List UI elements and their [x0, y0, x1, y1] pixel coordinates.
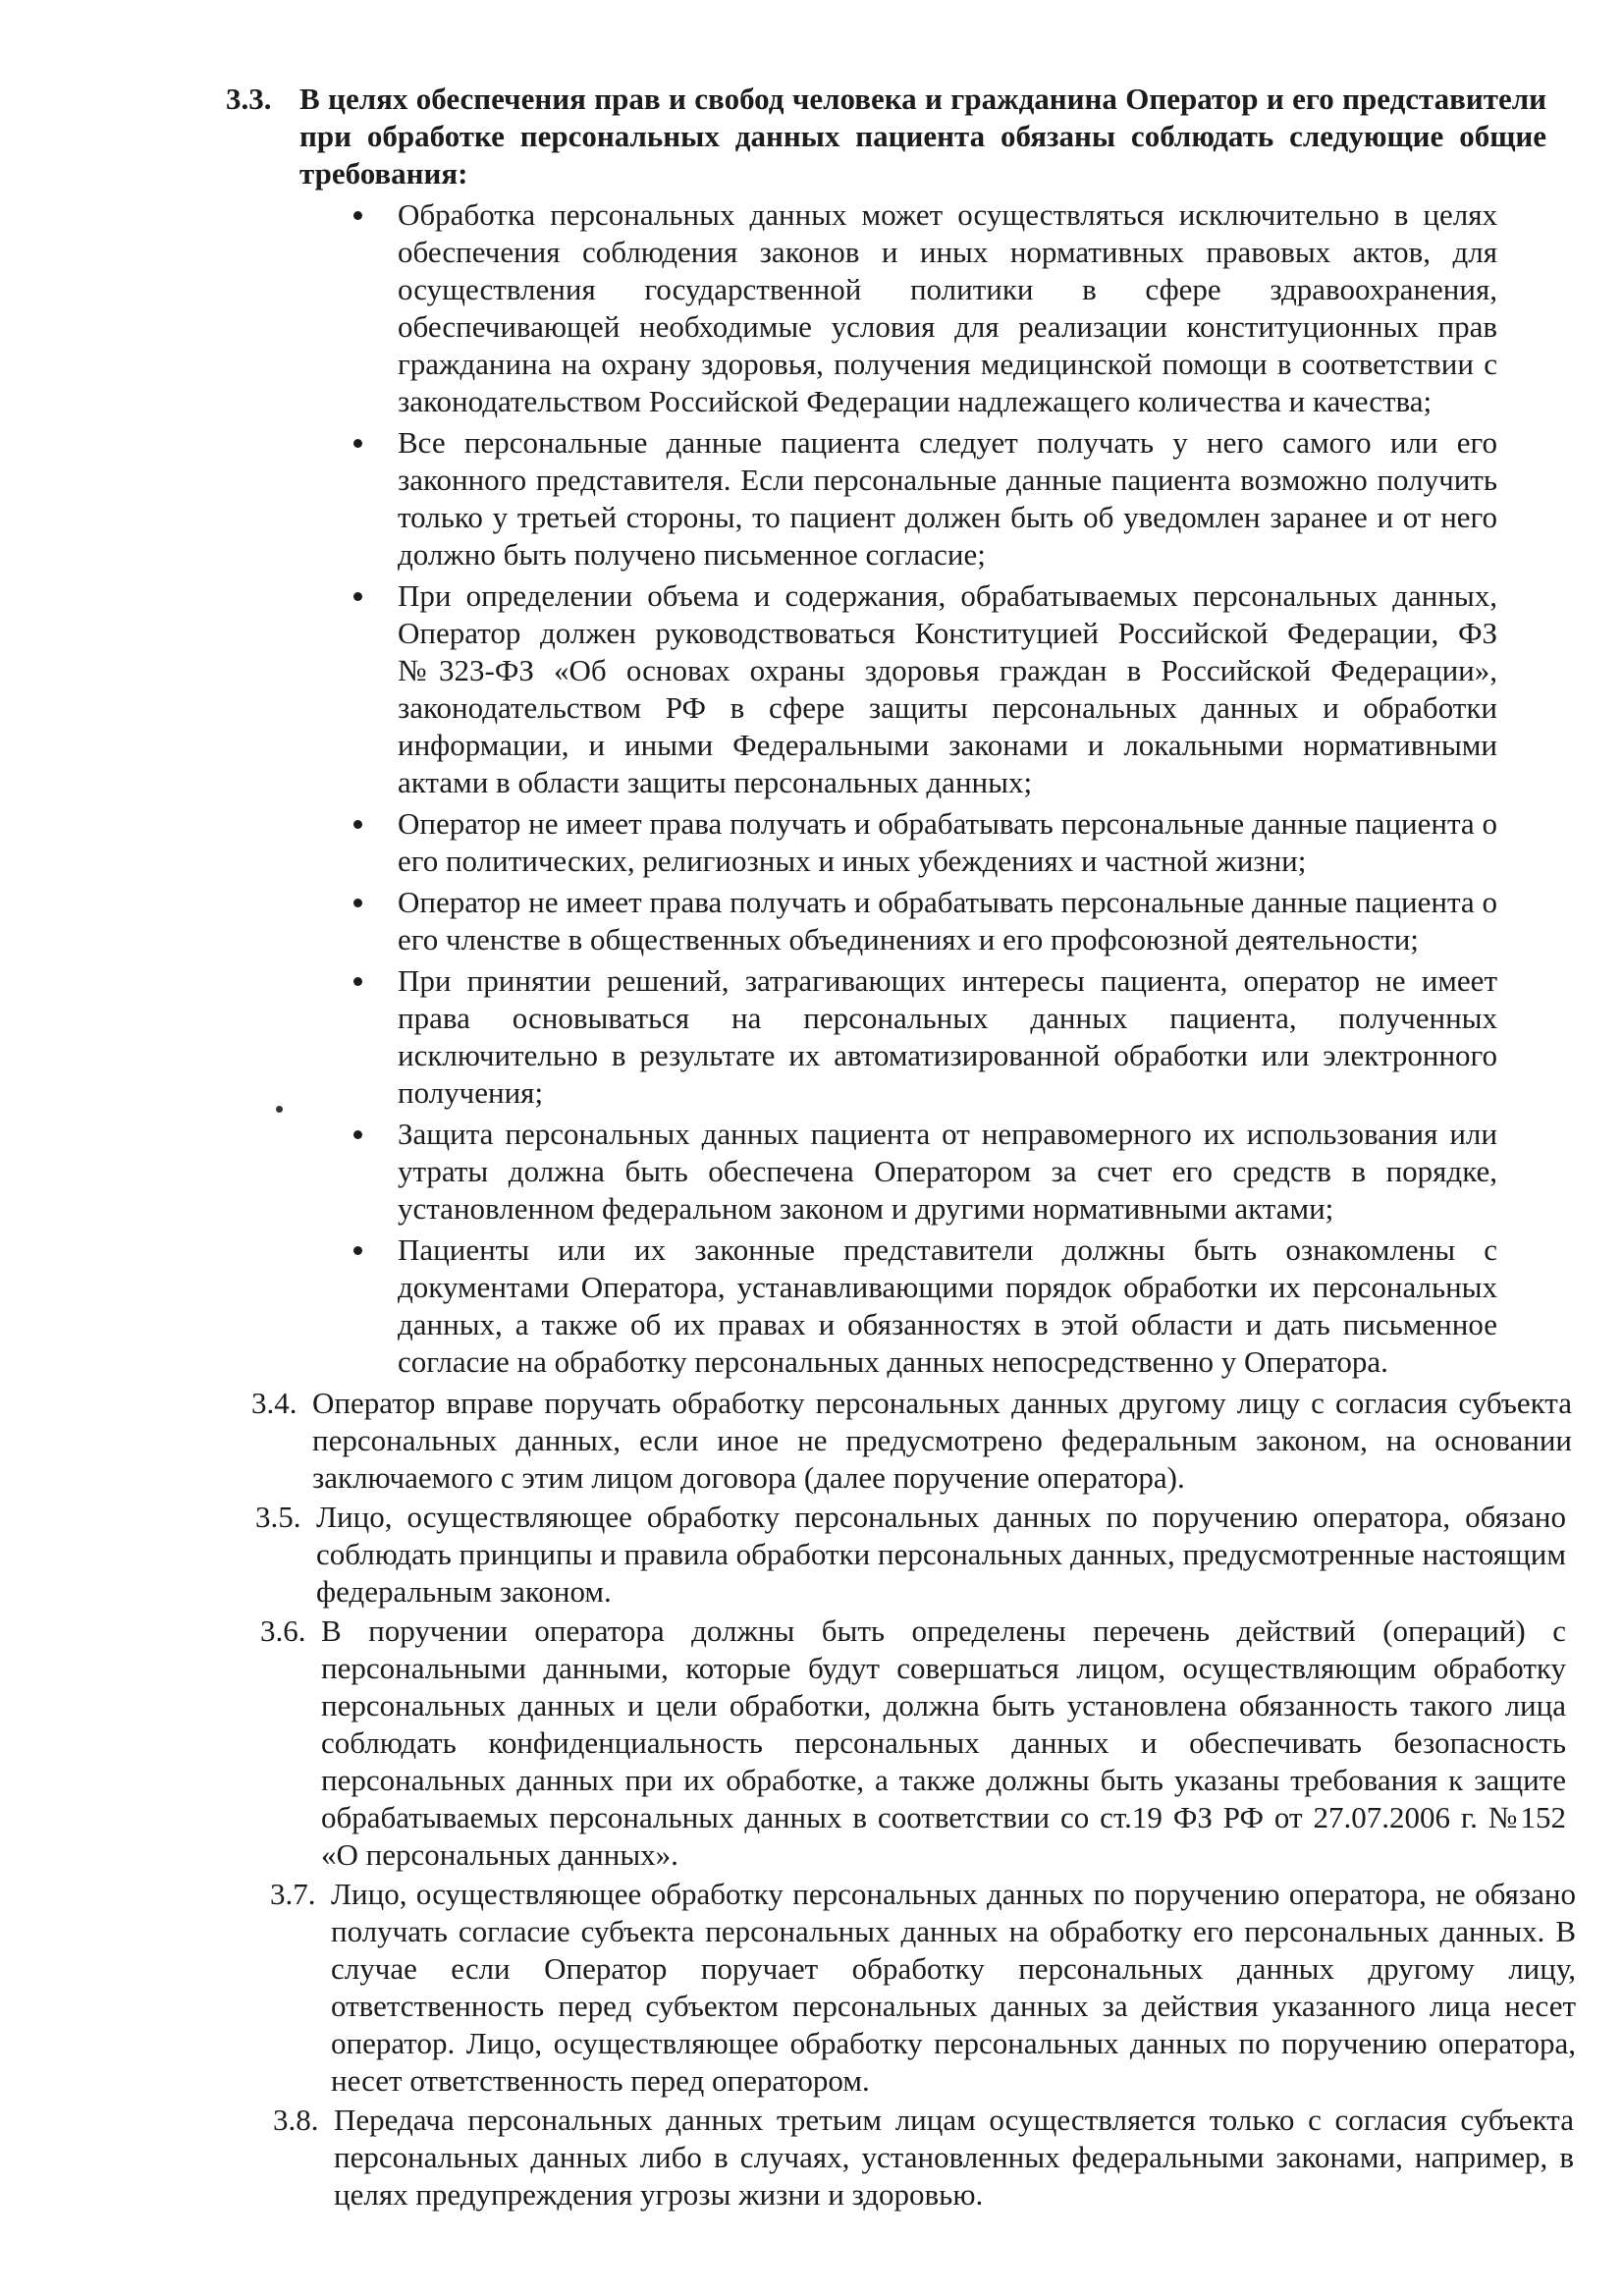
section-3-7: [270, 1876, 1576, 2100]
section-number: 3.4.: [251, 1386, 298, 1420]
list-item: [226, 424, 1497, 574]
list-item-text: Оператор не имеет права получать и обрабатывать персональные данные пациента о его членстве в общественных объединениях и его профсоюзной деятельности;: [398, 885, 1497, 957]
list-item: [226, 884, 1497, 958]
bullet-icon: [353, 211, 362, 220]
bullet-icon: [353, 1130, 362, 1139]
section-3-8: [273, 2102, 1574, 2214]
list-item: [226, 196, 1497, 420]
list-item: [226, 805, 1497, 880]
section-3-6: [260, 1613, 1566, 1874]
bullet-icon: [353, 1246, 362, 1255]
list-item-text: Все персональные данные пациента следует получать у него самого или его законного представителя. Если персональные данные пациента возможно получить только у третьей стороны, то пациент должен быть об уведомлен заранее и от него должно быть получено письменное согласие;: [398, 425, 1497, 572]
section-number: 3.6.: [260, 1613, 306, 1648]
list-item-text: Обработка персональных данных может осуществляться исключительно в целях обеспечения соблюдения законов и иных нормативных правовых актов, для осуществления государственной политики в сфере здравоохранения, обеспечивающей необходимые условия для реализации конституционных прав гражданина на охрану здоровья, получения медицинской помощи в соответствии с законодательством Российской Федерации надлежащего количества и качества;: [398, 197, 1497, 418]
section-heading-text: В целях обеспечения прав и свобод человека и гражданина Оператор и его представители при обработке персональных данных пациента обязаны соблюдать следующие общие требования:: [299, 82, 1546, 191]
section-number: 3.8.: [273, 2103, 319, 2137]
list-item-text: При принятии решений, затрагивающих интересы пациента, оператор не имеет права основываться на персональных данных пациента, полученных исключительно в результате их автоматизированной обработки или электронного получения;: [398, 963, 1497, 1110]
bullet-icon: [353, 820, 362, 829]
section-3-5: [255, 1499, 1566, 1611]
section-text: Лицо, осуществляющее обработку персональных данных по поручению оператора, не обязано получать согласие субъекта персональных данных на обработку его персональных данных. В случае если Оператор поручает обработку персональных данных другому лицу, ответственность перед субъектом персональных данных за действия указанного лица несет оператор. Лицо, осуществляющее обработку персональных данных по поручению оператора, несет ответственность перед оператором.: [331, 1877, 1576, 2098]
section-number: 3.3.: [226, 82, 272, 116]
list-item: [226, 1231, 1497, 1381]
section-3-4: [251, 1385, 1572, 1497]
list-item-text: При определении объема и содержания, обрабатываемых персональных данных, Оператор должен руководствоваться Конституцией Российской Федерации, ФЗ №323-ФЗ «Об основах охраны здоровья граждан в Российской Федерации», законодательством РФ в сфере защиты персональных данных и обработки информации, и иными Федеральными законами и локальными нормативными актами в области защиты персональных данных;: [398, 578, 1497, 799]
bullet-icon: [353, 899, 362, 907]
section-text: В поручении оператора должны быть определены перечень действий (операций) с персональными данными, которые будут совершаться лицом, осуществляющим обработку персональных данных и цели обработки, должна быть установлена обязанность такого лица соблюдать конфиденциальность персональных данных и обеспечивать безопасность персональных данных при их обработке, а также должны быть указаны требования к защите обрабатываемых персональных данных в соответствии со ст.19 ФЗ РФ от 27.07.2006 г. №152 «О персональных данных».: [321, 1613, 1566, 1872]
list-item: [226, 1116, 1497, 1228]
list-item: [226, 962, 1497, 1112]
list-item-text: Оператор не имеет права получать и обрабатывать персональные данные пациента о его политических, религиозных и иных убеждениях и частной жизни;: [398, 806, 1497, 878]
list-item-text: Защита персональных данных пациента от неправомерного их использования или утраты должна быть обеспечена Оператором за счет его средств в порядке, установленном федеральном законом и другими нормативными актами;: [398, 1117, 1497, 1226]
list-item-text: Пациенты или их законные представители должны быть ознакомлены с документами Оператора, устанавливающими порядок обработки их персональных данных, а также об их правах и обязанностях в этой области и дать письменное согласие на обработку персональных данных непосредственно у Оператора.: [398, 1232, 1497, 1379]
section-text: Оператор вправе поручать обработку персональных данных другому лицу с согласия субъекта персональных данных, если иное не предусмотрено федеральным законом, на основании заключаемого с этим лицом договора (далее поручение оператора).: [312, 1386, 1572, 1495]
section-number: 3.7.: [270, 1877, 316, 1911]
section-text: Лицо, осуществляющее обработку персональных данных по поручению оператора, обязано соблюдать принципы и правила обработки персональных данных, предусмотренные настоящим федеральным законом.: [316, 1500, 1566, 1609]
bullet-icon: [353, 592, 362, 601]
list-item: [226, 577, 1497, 801]
section-text: Передача персональных данных третьим лицам осуществляется только с согласия субъекта персональных данных либо в случаях, установленных федеральными законами, например, в целях предупреждения угрозы жизни и здоровью.: [334, 2103, 1574, 2212]
bullet-icon: [353, 439, 362, 448]
requirements-list: [226, 196, 1623, 1381]
section-3-3: [226, 81, 1546, 192]
section-number: 3.5.: [255, 1500, 301, 1534]
bullet-icon: [353, 977, 362, 986]
